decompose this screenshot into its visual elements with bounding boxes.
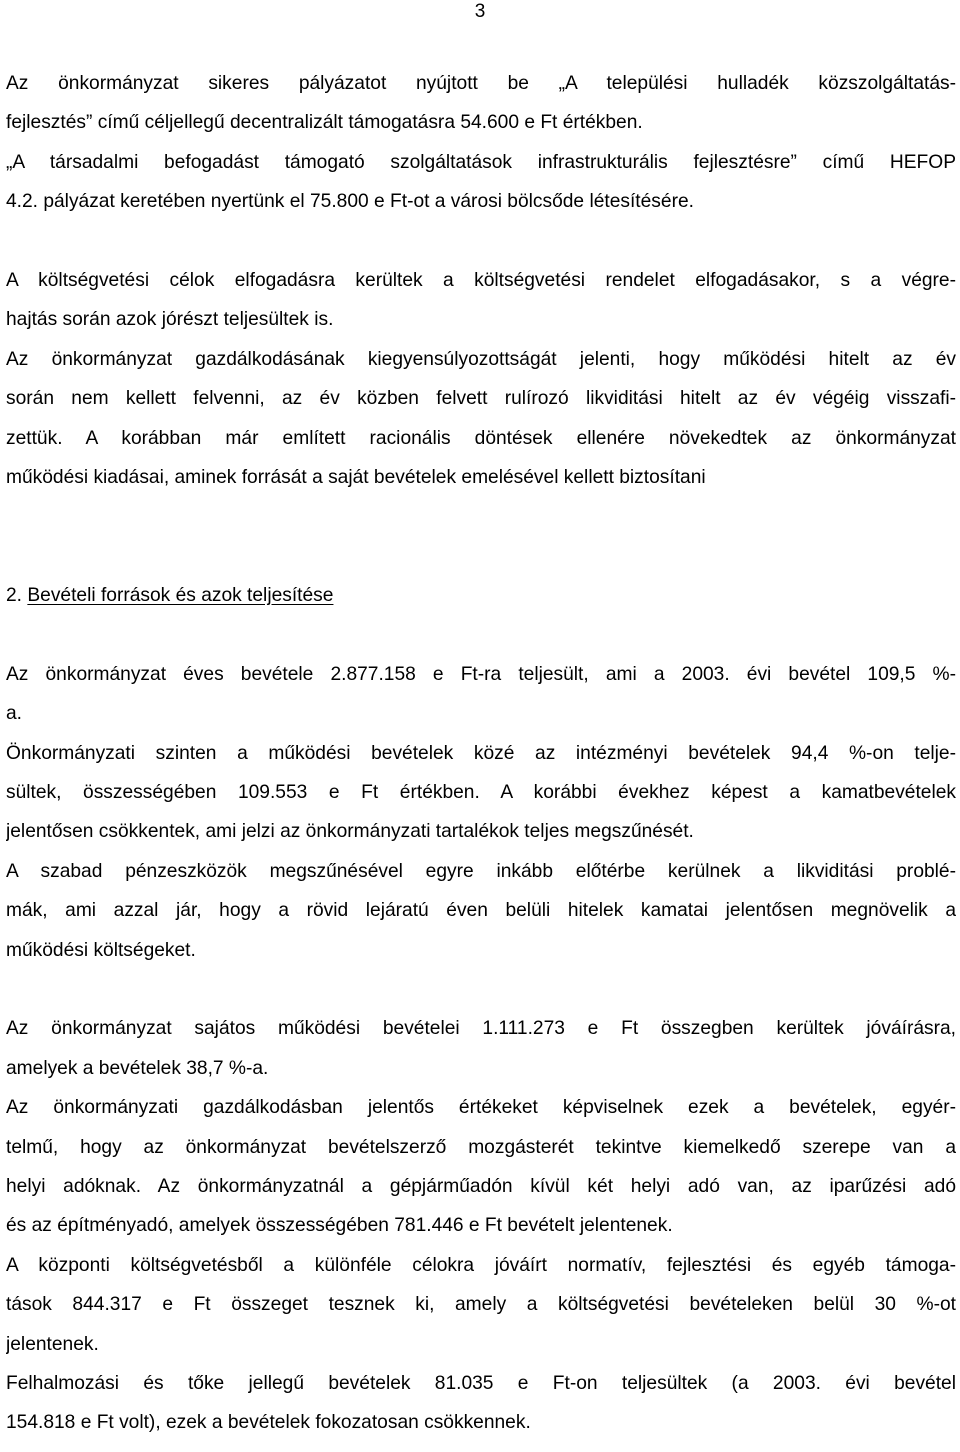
paragraph-spacer	[6, 537, 956, 576]
text-line: A költségvetési célok elfogadásra kerültek a költségvetési rendelet elfogadásakor, s a végre-	[6, 269, 956, 291]
text-line: zettük. A korábban már említett racionális döntések ellenére növekedtek az önkormányzat	[6, 427, 956, 449]
paragraph	[6, 655, 956, 970]
text-line: Önkormányzati szinten a működési bevételek közé az intézményi bevételek 94,4 %-on telje-	[6, 742, 956, 764]
page-number: 3	[474, 1, 486, 22]
text-line: A szabad pénzeszközök megszűnésével egyre inkább előtérbe kerülnek a likviditási problé-	[6, 860, 956, 882]
text-line: működési kiadásai, aminek forrását a saját bevételek emelésével kellett biztosítani	[6, 466, 706, 488]
paragraph-spacer	[6, 970, 956, 1009]
section-number: 2.	[6, 585, 23, 607]
text-line: Az önkormányzat sajátos működési bevételei 1.111.273 e Ft összegben kerültek jóváírásra,	[6, 1018, 956, 1040]
text-line: tások 844.317 e Ft összeget tesznek ki, amely a költségvetési bevételeken belül 30 %-ot	[6, 1294, 956, 1316]
text-line: telmű, hogy az önkormányzat bevételszerző mozgásterét tekintve kiemelkedő szerepe van a	[6, 1136, 956, 1158]
text-line: hajtás során azok jórészt teljesültek is.	[6, 309, 334, 331]
paragraph	[6, 1009, 956, 1442]
text-line: Felhalmozási és tőke jellegű bevételek 81.035 e Ft-on teljesültek (a 2003. évi bevétel	[6, 1372, 956, 1394]
text-line: 154.818 e Ft volt), ezek a bevételek fokozatosan csökkennek.	[6, 1412, 531, 1434]
section-title: Bevételi források és azok teljesítése	[27, 585, 334, 607]
text-line: Az önkormányzati gazdálkodásban jelentős értékeket képviselnek ezek a bevételek, egyér-	[6, 1097, 956, 1119]
section-heading	[6, 576, 956, 615]
document-body	[6, 64, 956, 1443]
text-line: helyi adóknak. Az önkormányzatnál a gépjárműadón kívül két helyi adó van, az iparűzési adó	[6, 1175, 956, 1197]
text-line: fejlesztés” című céljellegű decentralizált támogatásra 54.600 e Ft értékben.	[6, 112, 643, 134]
text-line: 4.2. pályázat keretében nyertünk el 75.800 e Ft-ot a városi bölcsőde létesítésére.	[6, 191, 694, 213]
text-line: mák, ami azzal jár, hogy a rövid lejáratú éven belüli hitelek kamatai jelentősen megnövelik a	[6, 900, 956, 922]
text-line: és az építményadó, amelyek összességében 781.446 e Ft bevételt jelentenek.	[6, 1215, 673, 1237]
paragraph	[6, 261, 956, 497]
text-line: jelentősen csökkentek, ami jelzi az önkormányzati tartalékok teljes megszűnését.	[6, 821, 694, 843]
text-line: során nem kellett felvenni, az év közben felvett rulírozó likviditási hitelt az év végéig visszafi-	[6, 388, 956, 410]
text-line: jelentenek.	[6, 1333, 99, 1355]
text-line: Az önkormányzat éves bevétele 2.877.158 e Ft-ra teljesült, ami a 2003. évi bevétel 109,5 %-	[6, 663, 956, 685]
text-line: működési költségeket.	[6, 939, 196, 961]
text-line: Az önkormányzat gazdálkodásának kiegyensúlyozottságát jelenti, hogy működési hitelt az év	[6, 348, 956, 370]
text-line: a.	[6, 703, 23, 725]
text-line: A központi költségvetésből a különféle célokra jóváírt normatív, fejlesztési és egyéb támoga-	[6, 1254, 956, 1276]
paragraph	[6, 64, 956, 222]
paragraph-spacer	[6, 222, 956, 261]
text-line: „A társadalmi befogadást támogató szolgáltatások infrastrukturális fejlesztésre” című HEFOP	[6, 151, 956, 173]
text-line: sültek, összességében 109.553 e Ft értékben. A korábbi évekhez képest a kamatbevételek	[6, 782, 956, 804]
text-line: Az önkormányzat sikeres pályázatot nyújtott be „A települési hulladék közszolgáltatás-	[6, 73, 956, 94]
paragraph-spacer	[6, 497, 956, 536]
paragraph-spacer	[6, 615, 956, 654]
text-line: amelyek a bevételek 38,7 %-a.	[6, 1057, 269, 1079]
